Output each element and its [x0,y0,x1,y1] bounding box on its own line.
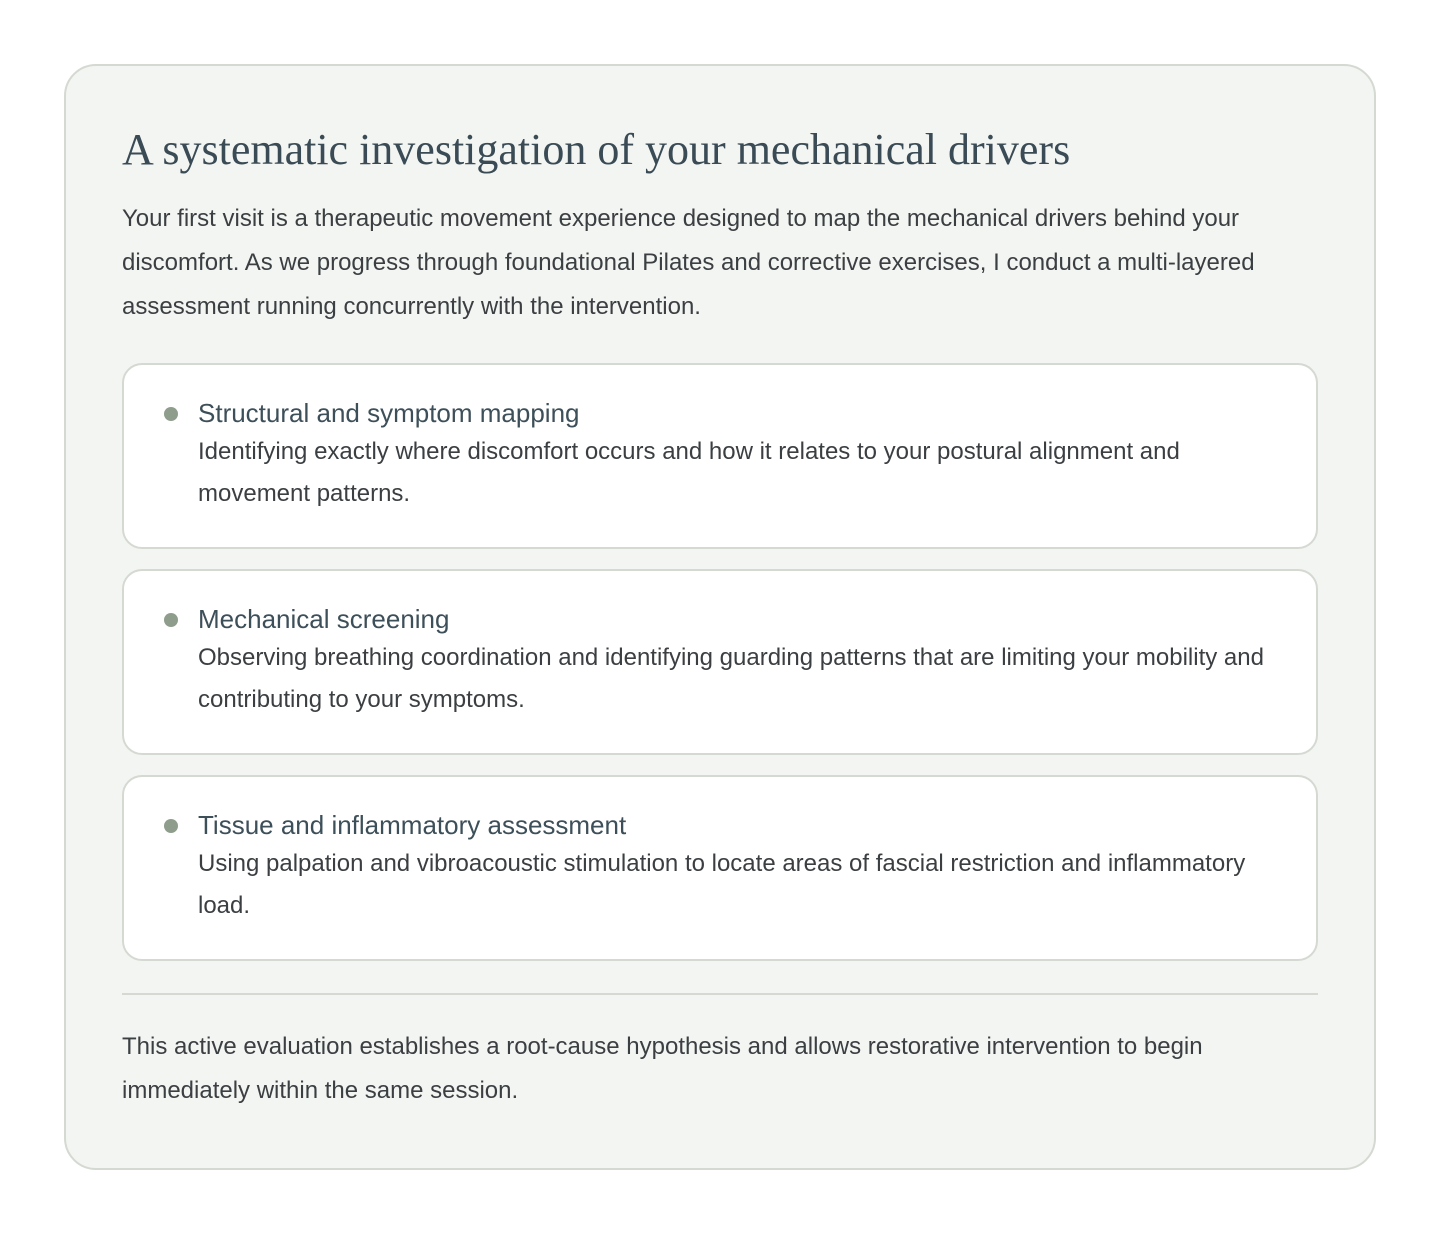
assessment-panel [64,64,1376,1170]
card-description: Using palpation and vibroacoustic stimulation to locate areas of fascial restriction and inflammatory load. [198,850,1246,919]
card-description: Observing breathing coordination and identifying guarding patterns that are limiting your mobility and contributing to your symptoms. [198,644,1264,713]
card-title: Tissue and inflammatory assessment [198,810,627,840]
section-title: A systematic investigation of your mechanical drivers [122,125,1071,174]
bullet-dot-icon [164,407,178,421]
assessment-card-tissue [122,775,1318,961]
card-description: Identifying exactly where discomfort occurs and how it relates to your postural alignment and movement patterns. [198,438,1180,507]
card-title: Structural and symptom mapping [198,398,580,428]
intro-paragraph: Your first visit is a therapeutic movement experience designed to map the mechanical drivers behind your discomfort. As we progress through foundational Pilates and corrective exercises, I conduct a multi-layered assessment running concurrently with the intervention. [122,205,1255,320]
card-title: Mechanical screening [198,604,450,634]
assessment-card-structural [122,363,1318,549]
assessment-list [122,363,1318,961]
bullet-dot-icon [164,613,178,627]
bullet-dot-icon [164,819,178,833]
assessment-card-mechanical [122,569,1318,755]
closing-paragraph: This active evaluation establishes a root-cause hypothesis and allows restorative intervention to begin immediately within the same session. [122,1033,1203,1104]
section-divider [122,993,1318,995]
